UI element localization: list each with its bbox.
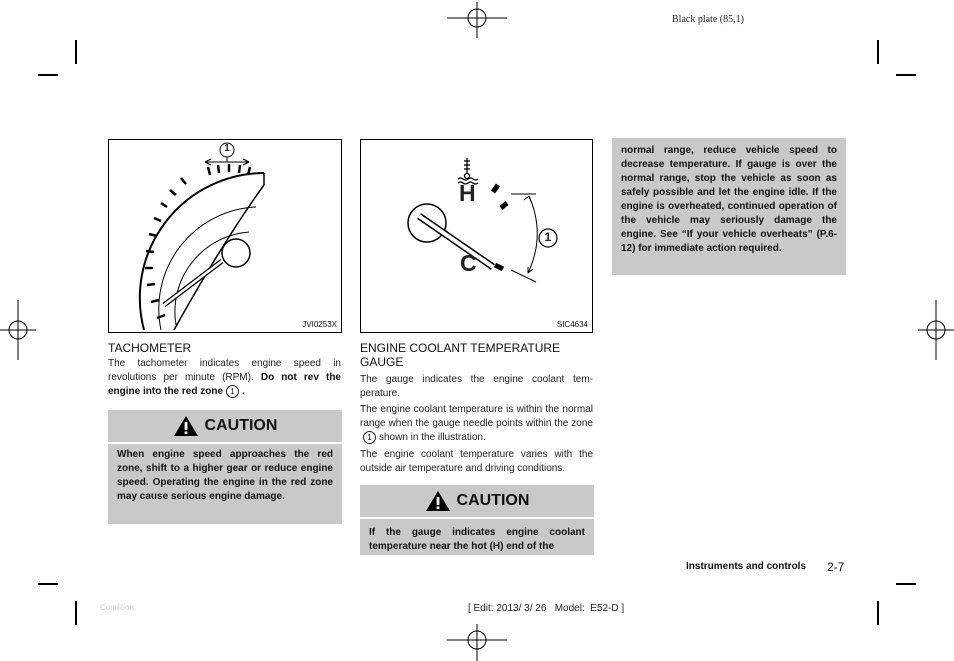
tachometer-figure [108, 139, 342, 333]
crop-mark [75, 40, 77, 64]
zone-marker: 1 [226, 385, 239, 398]
coolant-heading-line1: ENGINE COOLANT TEMPERATURE [360, 341, 561, 355]
crop-mark [38, 583, 58, 585]
coolant-para-1: The gauge indicates the engine coolant tem-perature. [360, 374, 593, 399]
tachometer-description [108, 357, 341, 399]
cold-mark: C [460, 250, 477, 276]
crop-mark [75, 601, 77, 625]
registration-mark-right [918, 300, 954, 360]
coolant-heading-line2: GAUGE [360, 355, 404, 369]
tachometer-text: The tachometer indicates engine speed in revolutions per minute (RPM). [108, 358, 341, 383]
hot-mark: H [459, 180, 476, 206]
crop-mark [38, 74, 58, 76]
coolant-gauge-illustration [361, 140, 591, 331]
coolant-para-2b: shown in the illustration. [379, 432, 486, 444]
section-name: Instruments and controls [686, 561, 807, 572]
caution-header-middle [360, 485, 594, 517]
crop-mark [877, 601, 879, 625]
caution-title: CAUTION [456, 492, 530, 509]
condition-label: Condition: [100, 603, 137, 612]
caution-header-left [108, 410, 342, 442]
figure-code: JVI0253X [302, 320, 337, 329]
caution-body-middle: If the gauge indicates engine coolant temperature near the hot (H) end of the [360, 519, 594, 555]
caution-body-left: When engine speed approaches the red zone, shift to a higher gear or reduce engine speed. Operating the engine in the red zone may cause serious engine damage. [108, 444, 342, 524]
coolant-figure [360, 139, 593, 333]
registration-mark-bottom [447, 624, 507, 661]
tachometer-heading: TACHOMETER [108, 341, 192, 355]
edit-info: [ Edit: 2013/ 3/ 26 Model: E52-D ] [468, 603, 625, 614]
caution-title: CAUTION [204, 417, 278, 434]
crop-mark [896, 583, 916, 585]
red-zone-warning: Do not rev the engine into the red zone [108, 372, 341, 398]
zone-marker: 1 [363, 431, 376, 444]
coolant-para-2 [360, 403, 593, 445]
coolant-para-3: The engine coolant temperature varies with the outside air temperature and driving conditions. [360, 449, 593, 474]
crop-mark [896, 74, 916, 76]
callout-number: 1 [544, 230, 552, 244]
callout-number: 1 [224, 143, 230, 154]
tachometer-illustration [109, 140, 340, 331]
registration-mark-top [447, 2, 507, 38]
crop-mark [877, 40, 879, 64]
warning-triangle-icon [425, 490, 451, 512]
plate-label: Black plate (85,1) [672, 14, 744, 25]
page-number: 2-7 [827, 560, 845, 574]
registration-mark-left [0, 300, 36, 360]
caution-body-right: normal range, reduce vehicle speed to decrease temperature. If gauge is over the normal range, stop the vehicle as soon as safely possible and let the engine idle. If the engine is overheated, continued operation of the vehicle may seriously damage the engine. See “If your vehicle overheats” (P.6-12) for immediate action required. [612, 138, 846, 275]
sentence-end: . [242, 386, 245, 398]
figure-code: SIC4634 [556, 320, 588, 329]
coolant-para-2a: The engine coolant temperature is within the normal range when the gauge needle points within the zone [360, 404, 593, 429]
coolant-heading [360, 341, 600, 369]
warning-triangle-icon [173, 415, 199, 437]
